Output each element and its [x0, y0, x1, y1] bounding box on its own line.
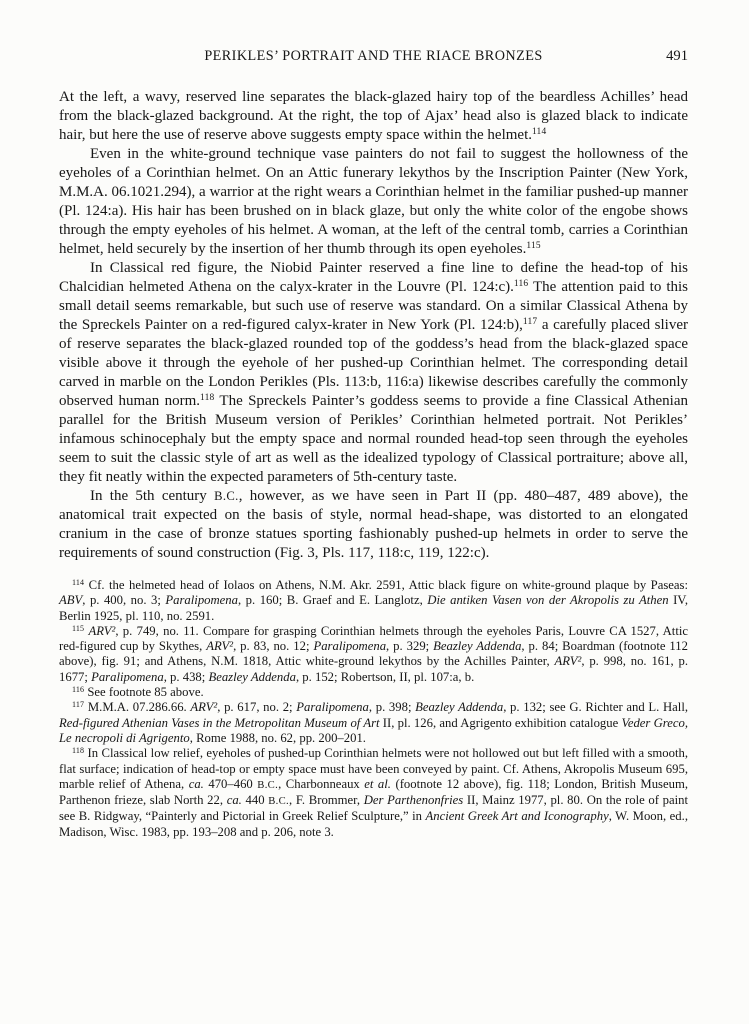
text-segment: The Spreckels Painter’s goddess seems to provide a fine Classical Athenian parallel for the British Museum version of Perikles’ Corinthian helmeted portrait. Not Perikles’ infamous schinocephaly but the empty space and normal rounded head-top seen through the eyeholes seem to suit the classic style of art as well as the idealized typology of Classical portraiture; above all, they fit neatly within the expected parameters of 5th-century taste.: [59, 393, 688, 485]
text-segment: , p. 617, no. 2;: [217, 700, 297, 715]
text-segment: The attention paid to this small detail seems remarkable, but such use of reserve was standard. On a similar Classical Athena by the Spreckels Painter on a red-figured calyx-krater in New York (Pl. 124:b),: [59, 279, 689, 333]
text-segment: Paralipomena: [313, 639, 387, 654]
text-segment: ARV²: [554, 654, 582, 669]
footnote-ref: 114: [72, 578, 85, 587]
text-segment: IV, Berlin 1925, pl. 110, no. 2591.: [59, 593, 688, 623]
footnote-ref: 116: [72, 685, 85, 695]
text-segment: , p. 329;: [386, 639, 434, 654]
footnote-ref: 117: [72, 700, 85, 710]
text-segment: , however, as we have seen in Part II (pp. 480–487, 489 above), the anatomical trait expected on the basis of style, normal head-shape, was distorted to an elongated cranium in the case of bronze statues sporting fashionably pushed-up helmets in order to serve the requirements of sound construction (Fig. 3, Pls. 117, 118:c, 119, 122:c).: [59, 488, 688, 561]
footnote-ref: 117: [522, 317, 538, 328]
text-segment: Beazley Addenda: [433, 639, 522, 654]
page-header: [59, 48, 688, 67]
text-segment: Beazley Addenda: [415, 700, 504, 715]
text-segment: Ancient Greek Art and Iconography: [425, 809, 609, 824]
text-segment: , p. 84; Boardman (footnote 112 above), fig. 91; and Athens, N.M. 1818, Attic white-ground lekythos by the Achilles Painter,: [59, 639, 688, 669]
text-segment: Paralipomena: [165, 593, 238, 608]
text-segment: ABV: [59, 593, 83, 608]
text-segment: ca.: [226, 793, 242, 808]
text-segment: , W. Moon, ed., Madison, Wisc. 1983, pp. 193–208 and p. 206, note 3.: [59, 809, 688, 839]
text-segment: , F. Brommer,: [289, 793, 364, 808]
text-segment: B.C.: [214, 489, 239, 503]
footnote-118: [59, 746, 688, 840]
text-segment: Cf. the helmeted head of Iolaos on Athens, N.M. Akr. 2591, Attic black figure on white-ground plaque by Paseas:: [84, 578, 688, 592]
text-segment: ARV²: [190, 700, 218, 715]
text-segment: , p. 998, no. 161, p. 1677;: [59, 654, 689, 684]
text-segment: (footnote 12 above), fig. 118; London, British Museum, Parthenon frieze, slab North 22,: [59, 776, 688, 808]
article-body: [59, 88, 688, 563]
text-segment: , p. 398;: [368, 700, 416, 715]
body-paragraph-4: [59, 487, 688, 563]
footnote-ref: 114: [532, 127, 547, 138]
footnote-115: [59, 624, 688, 685]
text-segment: ARV²: [88, 623, 116, 638]
footnote-ref: 118: [72, 746, 85, 756]
text-segment: , p. 83, no. 12;: [233, 639, 314, 654]
text-segment: et al.: [364, 776, 391, 791]
text-segment: 440: [241, 793, 269, 808]
text-segment: In the 5th century: [90, 488, 215, 504]
body-paragraph-1: [59, 88, 688, 145]
text-segment: a carefully placed sliver of reserve separates the black-glazed rounded top of the goddess’s head from the black-glazed space visible above it through the eyehole of her pushed-up Corinthian helmet. The corresponding detail carved in marble on the London Perikles (Pls. 113:b, 116:a) likewise describes carefully the commonly observed human norm.: [59, 317, 689, 409]
footnote-117: [59, 700, 688, 746]
journal-page: [59, 48, 688, 840]
text-segment: , p. 132; see G. Richter and L. Hall,: [503, 700, 689, 715]
text-segment: ARV²: [206, 639, 234, 654]
text-segment: B.C.: [257, 779, 279, 791]
text-segment: Der Parthenonfries: [363, 793, 464, 808]
footnote-114: [59, 578, 688, 624]
text-segment: B.C.: [268, 796, 290, 808]
footnote-116: [59, 685, 688, 700]
text-segment: , p. 438;: [163, 669, 209, 684]
text-segment: , p. 400, no. 3;: [82, 593, 166, 608]
text-segment: M.M.A. 07.286.66.: [84, 700, 191, 715]
body-paragraph-2: [59, 145, 688, 259]
footnote-ref: 116: [513, 279, 529, 290]
text-segment: , p. 749, no. 11. Compare for grasping Corinthian helmets through the eyeholes Paris, Louvre CA 1527, Attic red-figured cup by Skythes,: [59, 623, 689, 654]
text-segment: 470–460: [203, 776, 258, 791]
text-segment: Paralipomena: [296, 700, 369, 715]
text-segment: Red-figured Athenian Vases in the Metropolitan Museum of Art: [59, 715, 380, 730]
footnote-ref: 118: [200, 393, 215, 404]
footnotes-section: [59, 578, 688, 840]
text-segment: Veder Greco, Le necropoli di Agrigento: [59, 715, 689, 745]
text-segment: Even in the white-ground technique vase painters do not fail to suggest the hollowness of the eyeholes of a Corinthian helmet. On an Attic funerary lekythos by the Inscription Painter (New York, M.M.A. 06.1021.294), a warrior at the right wears a Corinthian helmet in the familiar pushed-up manner (Pl. 124:a). His hair has been brushed on in black glaze, but only the white color of the engobe shows through the empty eyeholes of his helmet. A woman, at the left of the central tomb, carries a Corinthian helmet, held securely by the insertion of her thumb through its open eyeholes.: [59, 146, 688, 257]
text-segment: Paralipomena: [91, 669, 164, 684]
text-segment: , p. 160; B. Graef and E. Langlotz,: [238, 593, 428, 608]
text-segment: See footnote 85 above.: [84, 685, 204, 700]
text-segment: Die antiken Vasen von der Akropolis zu Athen: [427, 593, 669, 608]
text-segment: II, pl. 126, and Agrigento exhibition catalogue: [379, 715, 622, 730]
text-segment: II, Mainz 1977, pl. 80. On the role of paint see B. Ridgway, “Painterly and Pictorial in Greek Relief Sculpture,” in: [59, 793, 689, 824]
text-segment: , p. 152; Robertson, II, pl. 107:a, b.: [295, 669, 475, 684]
body-paragraph-3: [59, 259, 688, 487]
running-head: PERIKLES’ PORTRAIT AND THE RIACE BRONZES: [204, 48, 543, 64]
text-segment: ca.: [188, 776, 204, 791]
footnote-ref: 115: [526, 241, 541, 252]
text-segment: At the left, a wavy, reserved line separates the black-glazed hairy top of the beardless Achilles’ head from the black-glazed background. At the right, the top of Ajax’ head also is glazed black to indicate hair, but here the use of reserve above suggests empty space within the helmet.: [59, 89, 688, 143]
text-segment: , Rome 1988, no. 62, pp. 200–201.: [189, 730, 366, 745]
text-segment: In Classical low relief, eyeholes of pushed-up Corinthian helmets were not hollowed out but left filled with a smooth, flat surface; indication of head-top or empty space must have been conveyed by paint. Cf. Athens, Akropolis Museum 695, marble relief of Athena,: [59, 746, 688, 791]
footnote-ref: 115: [72, 623, 85, 633]
text-segment: Beazley Addenda: [208, 669, 296, 684]
text-segment: In Classical red figure, the Niobid Painter reserved a fine line to define the head-top of his Chalcidian helmeted Athena on the calyx-krater in the Louvre (Pl. 124:c).: [59, 260, 688, 295]
text-segment: , Charbonneaux: [278, 776, 365, 791]
page-number: 491: [666, 48, 688, 64]
